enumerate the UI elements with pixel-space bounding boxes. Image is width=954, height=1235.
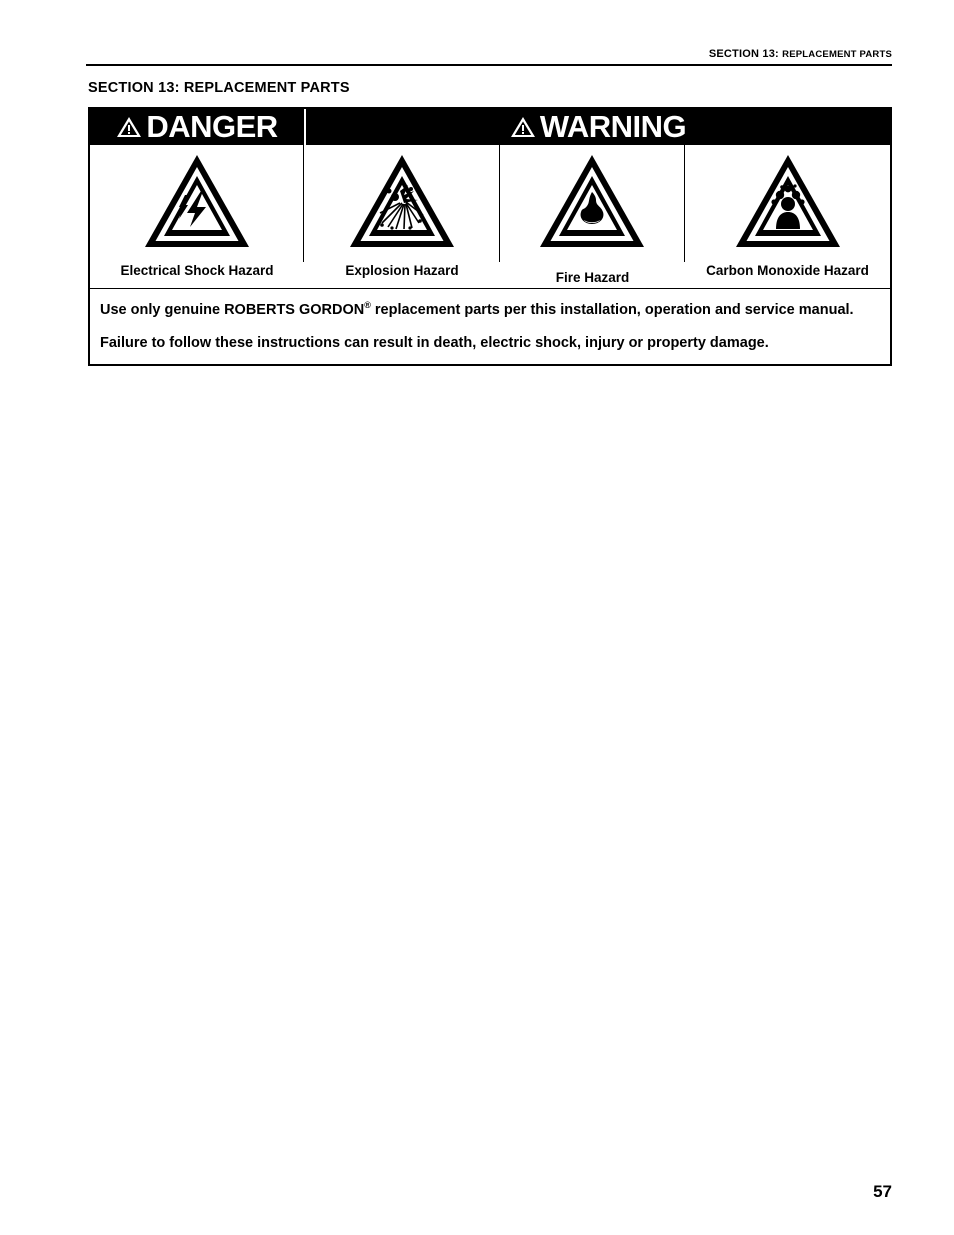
carbon-monoxide-icon (734, 151, 842, 256)
instruction-part-2: replacement parts per this installation, operation and service manual. (370, 301, 854, 318)
danger-banner-label: DANGER (146, 109, 278, 144)
header-divider (86, 64, 892, 66)
warning-banner (304, 109, 890, 145)
explosion-hazard-cell (304, 145, 500, 262)
electrical-shock-icon (143, 151, 251, 256)
warning-banner-label: WARNING (539, 109, 687, 144)
safety-consequence-text: Failure to follow these instructions can result in death, electric shock, injury or property damage. (100, 335, 769, 352)
page-number: 57 (873, 1182, 892, 1201)
running-header (86, 48, 892, 60)
hazard-label-carbon-monoxide: Carbon Monoxide Hazard (706, 263, 869, 278)
safety-instruction-text (90, 289, 890, 324)
electrical-shock-hazard-cell (90, 145, 304, 262)
hazard-label-electrical-shock: Electrical Shock Hazard (120, 263, 274, 278)
hazard-icons-row (90, 145, 890, 262)
running-header-rest: REPLACEMENT PARTS (782, 49, 892, 60)
registered-mark: ® (364, 300, 371, 310)
fire-hazard-cell (500, 145, 685, 262)
explosion-icon (348, 151, 456, 256)
instruction-part-1: Use only genuine ROBERTS GORDON (100, 301, 365, 318)
hazard-label-explosion: Explosion Hazard (345, 263, 459, 278)
hazard-label-fire: Fire Hazard (555, 270, 630, 285)
hazard-labels-row (90, 262, 890, 288)
fire-icon (538, 151, 646, 256)
page-title: SECTION 13: REPLACEMENT PARTS (88, 80, 350, 96)
running-header-prefix: SECTION 13: (708, 48, 783, 60)
safety-notice-box (88, 107, 892, 366)
safety-banner-row (90, 109, 890, 145)
alert-triangle-icon (510, 113, 536, 144)
alert-triangle-icon (116, 113, 142, 144)
danger-banner (90, 109, 304, 145)
carbon-monoxide-hazard-cell (685, 145, 890, 262)
